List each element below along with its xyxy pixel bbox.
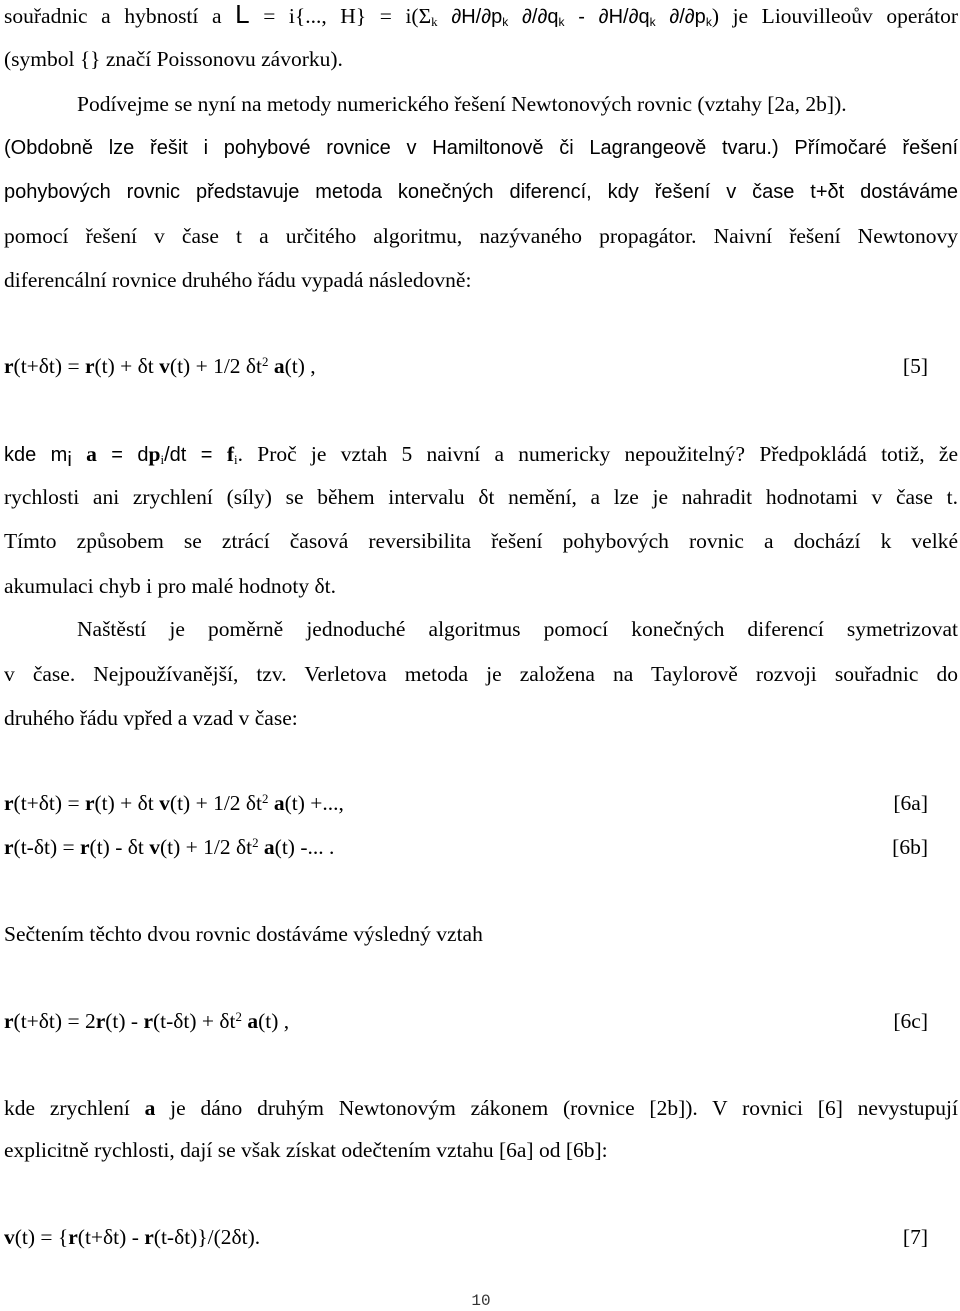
text-line: (symbol {} značí Poissonovu závorku). (4, 47, 343, 71)
liouville-symbol: L (235, 0, 250, 29)
text-line: explicitně rychlosti, dají se však získat odečtením vztahu [6a] od [6b]: (4, 1138, 608, 1162)
equation-7: v(t) = {r(t+δt) - r(t-δt)}/(2δt). (4, 1225, 261, 1249)
page-number: 10 (471, 1292, 491, 1310)
text-line: druhého řádu vpřed a vzad v čase: (4, 706, 298, 730)
text-line: Sečtením těchto dvou rovnic dostáváme výsledný vztah (4, 922, 483, 946)
equation-6b: r(t-δt) = r(t) - δt v(t) + 1/2 $\delta t^2$ a(t) -... . (4, 835, 335, 859)
equation-5: r(t+δt) = r(t) + δt v(t) + 1/2 $\delta t^2$ a(t) , (4, 354, 316, 378)
text-line-liouville-operator: souřadnic a hybností a L = i{..., $H\} = i(\Sigma_k$ $\partial H/\partial p_k$ $\partial/\partial q_k - \partial H/\partial q_k$ $\partial/\partial p_k$) je Liouvilleoův operátor (4, 0, 958, 30)
text-line: (Obdobně lze řešit i pohybové rovnice v Hamiltonově či Lagrangeově tvaru.) Přímočaré řešení (4, 137, 958, 159)
equation-number: [6c] (893, 1009, 928, 1033)
paragraph-start: Podívejme se nyní na metody numerického řešení Newtonových rovnic (vztahy [2a, 2b]). (77, 92, 847, 116)
text-line: pomocí řešení v čase t a určitého algoritmu, nazývaného propagátor. Naivní řešení Newtonovy (4, 224, 958, 248)
equation-6a: r(t+δt) = r(t) + δt v(t) + 1/2 $\delta t^2$ a(t) +..., (4, 791, 344, 815)
text-line: akumulaci chyb i pro malé hodnoty δt. (4, 574, 336, 598)
equation-number: [7] (902, 1225, 928, 1249)
text-line: Tímto způsobem se ztrácí časová reversibilita řešení pohybových rovnic a dochází k velké (4, 529, 958, 553)
equation-number: [5] (902, 354, 928, 378)
equation-6c: $r(t+\delta t) = 2r(t) - r(t-\delta t) + \delta t^2$ a(t) , (4, 1009, 290, 1033)
text-line: kde zrychlení a je dáno druhým Newtonovým zákonem (rovnice [2b]). V rovnici [6] nevystupují (4, 1096, 958, 1120)
text-line: rychlosti ani zrychlení (síly) se během intervalu δt nemění, a lze je nahradit hodnotami v čase t. (4, 485, 958, 509)
equation-number: [6b] (892, 835, 928, 859)
text-line: v čase. Nejpoužívanější, tzv. Verletova metoda je založena na Taylorově rozvoji souřadnic do (4, 662, 958, 686)
text-line: pohybových rovnic představuje metoda konečných diferencí, kdy řešení v čase t+δt dostáváme (4, 181, 958, 203)
paragraph-start: Naštěstí je poměrně jednoduché algoritmus pomocí konečných diferencí symetrizovat (77, 617, 958, 641)
equation-number: [6a] (893, 791, 928, 815)
text-line: kde $m_i$ $a = dp_i/dt = f_i$. Proč je vztah 5 naivní a numericky nepoužitelný? Předpokládá totiž, že (4, 442, 959, 471)
text-line: diferencální rovnice druhého řádu vypadá následovně: (4, 268, 472, 292)
